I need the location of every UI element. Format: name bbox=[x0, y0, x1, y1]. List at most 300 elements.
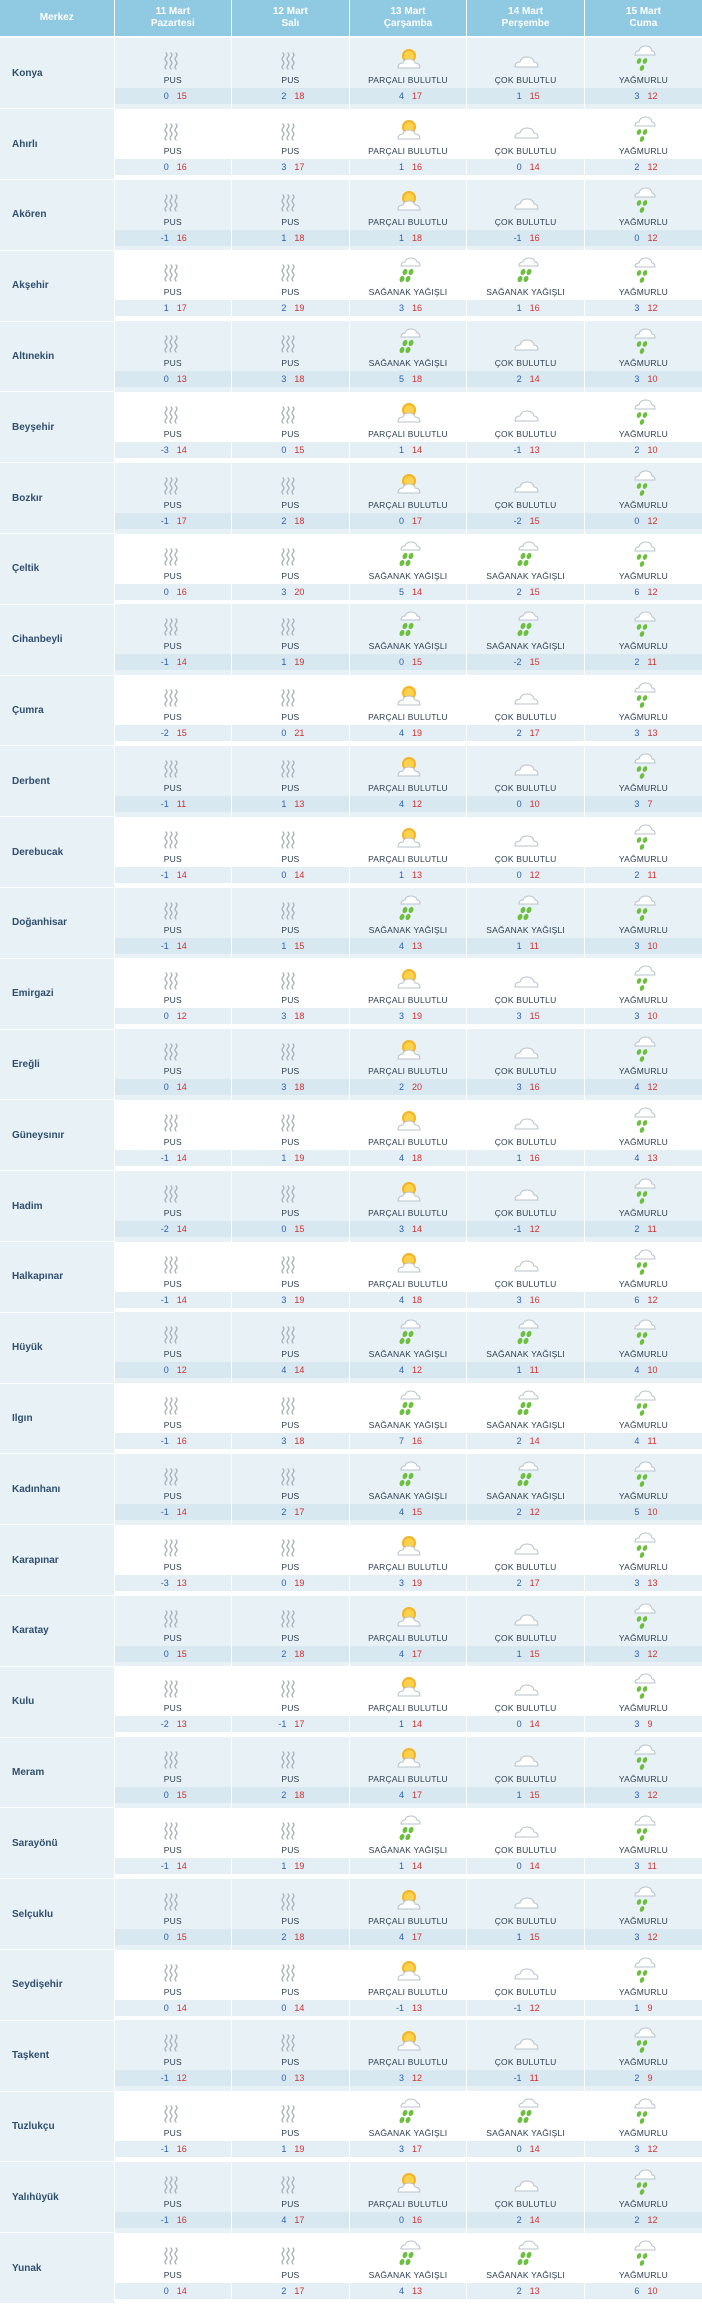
temp-min: 4 bbox=[398, 1294, 404, 1305]
temp-max: 16 bbox=[529, 232, 540, 243]
condition-label: YAĞMURLU bbox=[618, 358, 669, 369]
temperature-range bbox=[350, 2000, 467, 2016]
condition-label: PUS bbox=[281, 1066, 300, 1077]
station-name[interactable]: Ereğli bbox=[0, 1029, 114, 1100]
temp-min: 2 bbox=[634, 444, 640, 455]
temp-max: 14 bbox=[529, 161, 540, 172]
condition-label: PUS bbox=[163, 924, 182, 935]
temp-max: 14 bbox=[176, 657, 187, 668]
temp-max: 15 bbox=[529, 1011, 540, 1022]
temp-max: 16 bbox=[411, 303, 422, 314]
condition-label: YAĞMURLU bbox=[618, 1278, 669, 1289]
temp-min: 1 bbox=[634, 2002, 640, 2013]
partly-cloudy-icon bbox=[350, 2162, 467, 2196]
rain-icon bbox=[585, 321, 702, 355]
condition-label: YAĞMURLU bbox=[618, 570, 669, 581]
forecast-cell bbox=[349, 1454, 467, 1525]
forecast-cell bbox=[232, 1737, 350, 1808]
condition-label: ÇOK BULUTLU bbox=[494, 2057, 557, 2068]
temp-max: 15 bbox=[294, 444, 305, 455]
haze-icon bbox=[232, 1737, 349, 1771]
temp-min: 3 bbox=[398, 303, 404, 314]
day-date: 12 Mart bbox=[272, 6, 308, 17]
day-date: 11 Mart bbox=[155, 6, 191, 17]
forecast-cell bbox=[232, 463, 350, 534]
condition-label: ÇOK BULUTLU bbox=[494, 1632, 557, 1643]
temp-max: 12 bbox=[411, 798, 422, 809]
temp-min: 2 bbox=[281, 1506, 287, 1517]
condition-label: PUS bbox=[163, 712, 182, 723]
condition-label: ÇOK BULUTLU bbox=[494, 853, 557, 864]
forecast-cell bbox=[467, 2020, 585, 2091]
temperature-range bbox=[350, 1575, 467, 1591]
temperature-range bbox=[585, 2212, 702, 2228]
station-name[interactable]: Konya bbox=[0, 37, 114, 109]
temp-max: 19 bbox=[411, 1577, 422, 1588]
forecast-cell bbox=[584, 1879, 702, 1950]
station-name[interactable]: Cihanbeyli bbox=[0, 604, 114, 675]
condition-label: ÇOK BULUTLU bbox=[494, 1844, 557, 1855]
condition-label: YAĞMURLU bbox=[618, 287, 669, 298]
temperature-range bbox=[232, 1221, 349, 1237]
haze-icon bbox=[232, 888, 349, 922]
temp-max: 13 bbox=[411, 940, 422, 951]
temp-min: 0 bbox=[634, 515, 640, 526]
temperature-range bbox=[467, 1646, 584, 1662]
temp-max: 18 bbox=[294, 232, 305, 243]
condition-label: PUS bbox=[281, 2198, 300, 2209]
condition-label: PARÇALI BULUTLU bbox=[368, 2057, 448, 2068]
condition-label: YAĞMURLU bbox=[618, 1420, 669, 1431]
temperature-range bbox=[585, 1504, 702, 1520]
temperature-range bbox=[467, 2283, 584, 2299]
forecast-cell bbox=[467, 817, 585, 888]
partly-cloudy-icon bbox=[350, 2020, 467, 2054]
temperature-range bbox=[585, 1646, 702, 1662]
temp-max: 12 bbox=[647, 303, 658, 314]
temp-max: 14 bbox=[529, 2144, 540, 2155]
table-row bbox=[0, 1454, 702, 1525]
temperature-range bbox=[585, 1575, 702, 1591]
forecast-cell bbox=[114, 534, 232, 605]
temperature-range bbox=[585, 1008, 702, 1024]
forecast-cell bbox=[467, 1666, 585, 1737]
temp-max: 15 bbox=[529, 657, 540, 668]
temp-min: 0 bbox=[163, 1648, 169, 1659]
forecast-cell bbox=[349, 180, 467, 251]
temperature-range bbox=[115, 2070, 232, 2086]
condition-label: ÇOK BULUTLU bbox=[494, 1703, 557, 1714]
table-row bbox=[0, 1666, 702, 1737]
station-name[interactable]: Hüyük bbox=[0, 1312, 114, 1383]
temp-max: 15 bbox=[529, 586, 540, 597]
temp-min: 3 bbox=[281, 161, 287, 172]
station-name[interactable]: Hadim bbox=[0, 1171, 114, 1242]
haze-icon bbox=[232, 1808, 349, 1842]
forecast-cell bbox=[349, 1666, 467, 1737]
day-header bbox=[584, 0, 702, 37]
forecast-cell bbox=[232, 180, 350, 251]
temp-min: 4 bbox=[634, 1152, 640, 1163]
station-name[interactable]: Ilgın bbox=[0, 1383, 114, 1454]
station-name[interactable]: Meram bbox=[0, 1737, 114, 1808]
forecast-cell bbox=[114, 1879, 232, 1950]
condition-label: ÇOK BULUTLU bbox=[494, 782, 557, 793]
temp-max: 10 bbox=[647, 1011, 658, 1022]
condition-label: PUS bbox=[163, 641, 182, 652]
forecast-cell bbox=[232, 817, 350, 888]
station-name[interactable]: Tuzlukçu bbox=[0, 2091, 114, 2162]
temp-min: 3 bbox=[634, 1790, 640, 1801]
condition-label: SAĞANAK YAĞIŞLI bbox=[486, 1490, 565, 1501]
station-name[interactable]: Çeltik bbox=[0, 534, 114, 605]
condition-label: SAĞANAK YAĞIŞLI bbox=[368, 1349, 448, 1360]
temp-max: 18 bbox=[294, 1648, 305, 1659]
showers-icon bbox=[350, 604, 467, 638]
condition-label: PUS bbox=[163, 1844, 182, 1855]
temp-min: -1 bbox=[160, 940, 169, 951]
forecast-cell bbox=[232, 1596, 350, 1667]
forecast-cell bbox=[114, 1737, 232, 1808]
forecast-cell bbox=[467, 1737, 585, 1808]
day-header bbox=[349, 0, 467, 37]
temp-min: 2 bbox=[634, 2073, 640, 2084]
temp-min: 2 bbox=[516, 728, 522, 739]
temperature-range bbox=[115, 654, 232, 670]
temp-max: 14 bbox=[176, 1223, 187, 1234]
condition-label: PARÇALI BULUTLU bbox=[368, 75, 448, 85]
temperature-range bbox=[467, 1504, 584, 1520]
station-name[interactable]: Doğanhisar bbox=[0, 888, 114, 959]
forecast-cell bbox=[349, 1950, 467, 2021]
haze-icon bbox=[115, 1029, 232, 1063]
haze-icon bbox=[232, 1525, 349, 1559]
forecast-cell bbox=[349, 1808, 467, 1879]
condition-label: PARÇALI BULUTLU bbox=[368, 1632, 448, 1643]
condition-label: PARÇALI BULUTLU bbox=[368, 1774, 448, 1785]
showers-icon bbox=[350, 2233, 467, 2267]
condition-label: ÇOK BULUTLU bbox=[494, 216, 557, 227]
station-name[interactable]: Derbent bbox=[0, 746, 114, 817]
temp-min: -1 bbox=[160, 798, 169, 809]
condition-label: YAĞMURLU bbox=[618, 853, 669, 864]
forecast-cell bbox=[114, 604, 232, 675]
temp-max: 14 bbox=[176, 869, 187, 880]
station-name[interactable]: Bozkır bbox=[0, 463, 114, 534]
temp-max: 12 bbox=[647, 1648, 658, 1659]
temperature-range bbox=[115, 159, 232, 175]
forecast-cell bbox=[467, 321, 585, 392]
temp-max: 12 bbox=[647, 91, 658, 101]
forecast-cell bbox=[584, 1596, 702, 1667]
partly-cloudy-icon bbox=[350, 1737, 467, 1771]
rain-icon bbox=[585, 1242, 702, 1276]
condition-label: PARÇALI BULUTLU bbox=[368, 1986, 448, 1997]
station-name[interactable]: Halkapınar bbox=[0, 1242, 114, 1313]
rain-icon bbox=[585, 1596, 702, 1630]
forecast-cell bbox=[232, 1171, 350, 1242]
temperature-range bbox=[232, 654, 349, 670]
temp-min: 1 bbox=[516, 303, 522, 314]
temp-max: 14 bbox=[176, 2285, 187, 2296]
temperature-range bbox=[232, 1716, 349, 1732]
rain-icon bbox=[585, 1029, 702, 1063]
condition-label: PUS bbox=[163, 1561, 182, 1572]
station-name[interactable]: Akşehir bbox=[0, 250, 114, 321]
temp-min: 0 bbox=[163, 374, 169, 385]
forecast-cell bbox=[114, 675, 232, 746]
temp-min: -3 bbox=[160, 444, 169, 455]
temp-min: 2 bbox=[634, 1223, 640, 1234]
condition-label: ÇOK BULUTLU bbox=[494, 1561, 557, 1572]
temp-max: 11 bbox=[647, 869, 657, 880]
station-name[interactable]: Derebucak bbox=[0, 817, 114, 888]
temp-min: 0 bbox=[163, 2002, 169, 2013]
temp-max: 16 bbox=[411, 2214, 422, 2225]
temp-max: 16 bbox=[529, 1152, 540, 1163]
temperature-range bbox=[467, 1221, 584, 1237]
forecast-cell bbox=[232, 1950, 350, 2021]
condition-label: PUS bbox=[163, 2128, 182, 2139]
table-row bbox=[0, 675, 702, 746]
temperature-range bbox=[350, 1858, 467, 1874]
condition-label: PUS bbox=[281, 1136, 300, 1147]
temp-min: -1 bbox=[160, 515, 169, 526]
condition-label: YAĞMURLU bbox=[618, 782, 669, 793]
temperature-range bbox=[115, 1646, 232, 1662]
forecast-cell bbox=[584, 321, 702, 392]
forecast-cell bbox=[232, 958, 350, 1029]
station-name[interactable]: Güneysınır bbox=[0, 1100, 114, 1171]
forecast-cell bbox=[467, 1808, 585, 1879]
haze-icon bbox=[115, 1242, 232, 1276]
temperature-range bbox=[115, 796, 232, 812]
station-name[interactable]: Taşkent bbox=[0, 2020, 114, 2091]
condition-label: PUS bbox=[281, 2269, 300, 2280]
forecast-cell bbox=[467, 1312, 585, 1383]
temp-min: -2 bbox=[160, 728, 169, 739]
temp-max: 12 bbox=[647, 586, 658, 597]
temperature-range bbox=[115, 300, 232, 316]
condition-label: YAĞMURLU bbox=[618, 1066, 669, 1077]
haze-icon bbox=[232, 38, 349, 72]
showers-icon bbox=[350, 1454, 467, 1488]
temperature-range bbox=[467, 654, 584, 670]
temp-min: 0 bbox=[398, 515, 404, 526]
temp-max: 20 bbox=[411, 1082, 422, 1093]
forecast-cell bbox=[349, 1029, 467, 1100]
table-row bbox=[0, 604, 702, 675]
temperature-range bbox=[232, 300, 349, 316]
temp-max: 16 bbox=[529, 1082, 540, 1093]
temperature-range bbox=[467, 1292, 584, 1308]
temp-min: 0 bbox=[398, 657, 404, 668]
condition-label: SAĞANAK YAĞIŞLI bbox=[368, 2269, 448, 2280]
temperature-range bbox=[232, 2000, 349, 2016]
rain-icon bbox=[585, 1312, 702, 1346]
temp-max: 12 bbox=[647, 1790, 658, 1801]
forecast-cell bbox=[467, 2162, 585, 2233]
temperature-range bbox=[585, 2283, 702, 2299]
forecast-cell bbox=[232, 2020, 350, 2091]
temperature-range bbox=[585, 1858, 702, 1874]
temp-max: 10 bbox=[647, 1365, 658, 1376]
station-name[interactable]: Karapınar bbox=[0, 1525, 114, 1596]
haze-icon bbox=[232, 817, 349, 851]
station-name[interactable]: Karatay bbox=[0, 1596, 114, 1667]
condition-label: PARÇALI BULUTLU bbox=[368, 1278, 448, 1289]
temp-max: 14 bbox=[294, 1365, 305, 1376]
forecast-cell bbox=[584, 675, 702, 746]
temp-min: -2 bbox=[513, 657, 522, 668]
temp-min: 4 bbox=[281, 1365, 287, 1376]
temperature-range bbox=[350, 1716, 467, 1732]
temp-min: 0 bbox=[516, 798, 522, 809]
cloudy-icon bbox=[467, 1029, 584, 1063]
temp-min: 3 bbox=[516, 1082, 522, 1093]
temp-min: 2 bbox=[281, 2285, 287, 2296]
temperature-range bbox=[350, 2070, 467, 2086]
station-name[interactable]: Selçuklu bbox=[0, 1879, 114, 1950]
haze-icon bbox=[232, 675, 349, 709]
forecast-cell bbox=[114, 2020, 232, 2091]
temp-min: 0 bbox=[281, 444, 287, 455]
temp-max: 20 bbox=[294, 586, 305, 597]
condition-label: YAĞMURLU bbox=[618, 499, 669, 510]
temperature-range bbox=[115, 371, 232, 387]
rain-icon bbox=[585, 817, 702, 851]
station-name[interactable]: Akören bbox=[0, 180, 114, 251]
haze-icon bbox=[232, 1950, 349, 1984]
temp-max: 12 bbox=[411, 2073, 422, 2084]
temp-max: 14 bbox=[411, 1223, 422, 1234]
table-row bbox=[0, 250, 702, 321]
forecast-cell bbox=[349, 888, 467, 959]
station-name[interactable]: Yalıhüyük bbox=[0, 2162, 114, 2233]
station-name[interactable]: Beyşehir bbox=[0, 392, 114, 463]
forecast-cell bbox=[584, 1950, 702, 2021]
temp-min: 4 bbox=[398, 1790, 404, 1801]
table-row bbox=[0, 1029, 702, 1100]
temperature-range bbox=[467, 796, 584, 812]
temp-min: -1 bbox=[160, 1506, 169, 1517]
temp-min: 1 bbox=[281, 1860, 287, 1871]
condition-label: SAĞANAK YAĞIŞLI bbox=[486, 924, 565, 935]
station-name[interactable]: Emirgazi bbox=[0, 958, 114, 1029]
temp-max: 11 bbox=[529, 940, 539, 951]
temp-min: 3 bbox=[516, 1011, 522, 1022]
forecast-cell bbox=[467, 675, 585, 746]
condition-label: PUS bbox=[281, 216, 300, 227]
temp-min: 3 bbox=[634, 91, 640, 101]
station-name[interactable]: Çumra bbox=[0, 675, 114, 746]
rain-icon bbox=[585, 1666, 702, 1700]
temperature-range bbox=[350, 1504, 467, 1520]
temp-max: 13 bbox=[647, 1577, 658, 1588]
temp-max: 19 bbox=[294, 1294, 305, 1305]
temperature-range bbox=[467, 442, 584, 458]
temp-max: 12 bbox=[647, 515, 658, 526]
temp-min: 0 bbox=[163, 586, 169, 597]
temp-min: 3 bbox=[634, 1719, 640, 1730]
temp-max: 14 bbox=[176, 1152, 187, 1163]
temperature-range bbox=[115, 2141, 232, 2157]
temp-min: -1 bbox=[160, 657, 169, 668]
temp-min: 3 bbox=[281, 1294, 287, 1305]
station-name[interactable]: Kadınhanı bbox=[0, 1454, 114, 1525]
temp-min: 2 bbox=[398, 1082, 404, 1093]
temp-max: 18 bbox=[294, 1011, 305, 1022]
forecast-cell bbox=[584, 1525, 702, 1596]
station-name[interactable]: Sarayönü bbox=[0, 1808, 114, 1879]
forecast-cell bbox=[584, 463, 702, 534]
temp-min: 1 bbox=[398, 232, 404, 243]
forecast-cell bbox=[584, 392, 702, 463]
temperature-range bbox=[232, 2212, 349, 2228]
station-name[interactable]: Ahırlı bbox=[0, 109, 114, 180]
temperature-range bbox=[232, 1929, 349, 1945]
temperature-range bbox=[232, 867, 349, 883]
temperature-range bbox=[350, 513, 467, 529]
haze-icon bbox=[115, 2233, 232, 2267]
temp-max: 15 bbox=[176, 1931, 187, 1942]
temp-min: 2 bbox=[516, 374, 522, 385]
rain-icon bbox=[585, 1737, 702, 1771]
temperature-range bbox=[115, 725, 232, 741]
station-name[interactable]: Yunak bbox=[0, 2233, 114, 2304]
temp-max: 14 bbox=[411, 444, 422, 455]
forecast-cell bbox=[467, 250, 585, 321]
temp-min: -1 bbox=[160, 1860, 169, 1871]
temperature-range bbox=[467, 1362, 584, 1378]
temperature-range bbox=[585, 1433, 702, 1449]
temp-max: 12 bbox=[647, 2214, 658, 2225]
condition-label: PUS bbox=[281, 641, 300, 652]
temp-min: 1 bbox=[163, 303, 169, 314]
day-header bbox=[114, 0, 232, 37]
forecast-cell bbox=[467, 604, 585, 675]
temp-max: 16 bbox=[176, 586, 187, 597]
rain-icon bbox=[585, 109, 702, 143]
rain-icon bbox=[585, 1100, 702, 1134]
condition-label: PUS bbox=[163, 1066, 182, 1077]
temp-max: 18 bbox=[294, 374, 305, 385]
temp-max: 14 bbox=[176, 1294, 187, 1305]
station-name[interactable]: Altınekin bbox=[0, 321, 114, 392]
temp-min: -1 bbox=[513, 444, 522, 455]
forecast-cell bbox=[114, 888, 232, 959]
station-name[interactable]: Kulu bbox=[0, 1666, 114, 1737]
table-row bbox=[0, 2091, 702, 2162]
temperature-range bbox=[467, 1079, 584, 1095]
rain-icon bbox=[585, 1383, 702, 1417]
temperature-range bbox=[350, 88, 467, 104]
condition-label: ÇOK BULUTLU bbox=[494, 145, 557, 156]
temp-min: 0 bbox=[281, 869, 287, 880]
temp-min: 4 bbox=[398, 1365, 404, 1376]
rain-icon bbox=[585, 888, 702, 922]
temp-max: 19 bbox=[294, 1860, 305, 1871]
table-row bbox=[0, 2233, 702, 2304]
temp-min: 1 bbox=[516, 1648, 522, 1659]
temperature-range bbox=[115, 1716, 232, 1732]
condition-label: SAĞANAK YAĞIŞLI bbox=[368, 1420, 448, 1431]
station-name[interactable]: Seydişehir bbox=[0, 1950, 114, 2021]
haze-icon bbox=[115, 1525, 232, 1559]
condition-label: PUS bbox=[163, 216, 182, 227]
temp-max: 12 bbox=[529, 869, 540, 880]
temperature-range bbox=[232, 938, 349, 954]
